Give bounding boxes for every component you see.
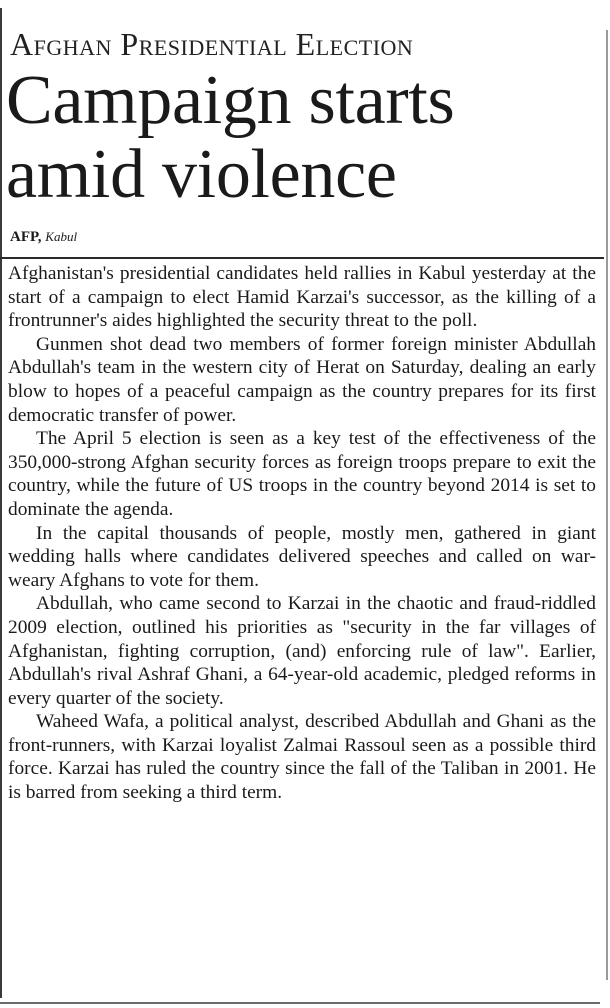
paragraph: Waheed Wafa, a political analyst, described Abdullah and Ghani as the front-runners, with Karzai loyalist Zalmai Rassoul seen as a possible third force. Karzai has ruled the country since the fall of the Taliban in 2001. He is barred from seeking a third term.: [8, 711, 596, 804]
byline-agency: AFP,: [10, 229, 42, 245]
right-border: [606, 30, 608, 980]
byline-rule: [0, 257, 604, 259]
headline: Campaign starts amid violence: [6, 62, 455, 213]
paragraph: Gunmen shot dead two members of former foreign minister Abdullah Abdullah's team in the western city of Herat on Saturday, dealing an early blow to hopes of a peaceful campaign as the country prepares for its first democratic transfer of power.: [8, 333, 596, 426]
byline-place: Kabul: [45, 229, 78, 244]
paragraph: Afghanistan's presidential candidates held rallies in Kabul yesterday at the start of a campaign to elect Hamid Karzai's successor, as the killing of a frontrunner's aides highlighted the security threat to the poll.: [8, 263, 596, 332]
paragraph: In the capital thousands of people, mostly men, gathered in giant wedding halls where candidates delivered speeches and called on war-weary Afghans to vote for them.: [8, 522, 596, 591]
article-body: [8, 262, 596, 805]
paragraph: The April 5 election is seen as a key test of the effectiveness of the 350,000-strong Afghan security forces as foreign troops prepare to exit the country, while the future of US troops in the country beyond 2014 is set to dominate the agenda.: [8, 428, 596, 520]
kicker: Afghan Presidential Election: [10, 26, 414, 62]
paragraph: Abdullah, who came second to Karzai in the chaotic and fraud-riddled 2009 election, outlined his priorities as "security in the far villages of Afghanistan, fighting corruption, (and) enforcing rule of law". Earlier, Abdullah's rival Ashraf Ghani, a 64-year-old academic, pledged reforms in every quarter of the society.: [8, 593, 596, 709]
bottom-border: [0, 1002, 600, 1004]
byline: [10, 228, 600, 246]
left-border: [0, 8, 2, 998]
